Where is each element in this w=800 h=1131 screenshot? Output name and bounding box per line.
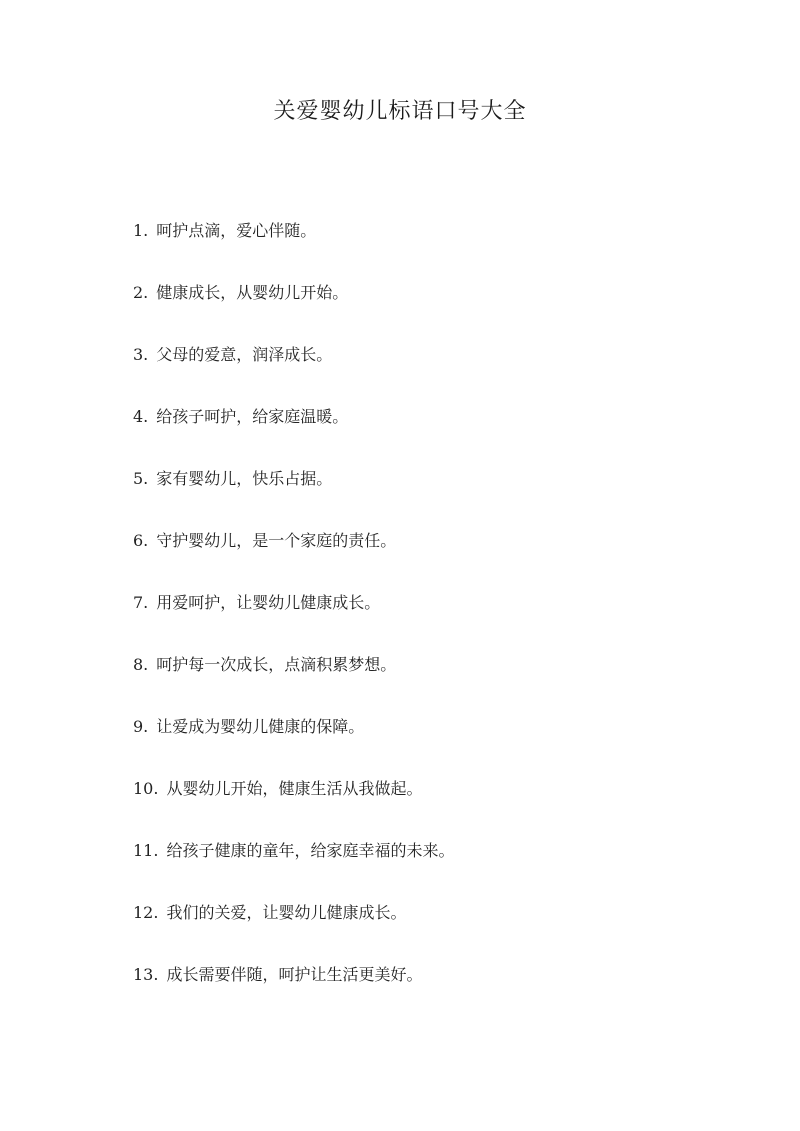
item-text: 给孩子健康的童年，给家庭幸福的未来。 — [166, 841, 455, 860]
item-text: 健康成长，从婴幼儿开始。 — [156, 283, 349, 302]
list-item — [133, 398, 733, 460]
list-item — [133, 274, 733, 336]
list-item — [133, 460, 733, 522]
item-text: 呵护点滴，爱心伴随。 — [156, 221, 317, 240]
item-number: 10. — [133, 779, 159, 798]
item-number: 4. — [133, 407, 149, 426]
list-item — [133, 522, 733, 584]
item-text: 守护婴幼儿，是一个家庭的责任。 — [156, 531, 397, 550]
item-number: 1. — [133, 221, 149, 240]
list-item — [133, 956, 733, 1018]
list-item — [133, 708, 733, 770]
list-item — [133, 646, 733, 708]
slogan-list — [133, 212, 733, 1018]
item-number: 2. — [133, 283, 149, 302]
item-number: 3. — [133, 345, 149, 364]
list-item — [133, 894, 733, 956]
item-text: 给孩子呵护，给家庭温暖。 — [156, 407, 349, 426]
list-item — [133, 212, 733, 274]
item-text: 让爱成为婴幼儿健康的保障。 — [156, 717, 365, 736]
item-number: 5. — [133, 469, 149, 488]
list-item — [133, 584, 733, 646]
item-text: 从婴幼儿开始，健康生活从我做起。 — [166, 779, 423, 798]
item-number: 9. — [133, 717, 149, 736]
item-number: 8. — [133, 655, 149, 674]
list-item — [133, 832, 733, 894]
item-number: 11. — [133, 841, 159, 860]
item-text: 用爱呵护，让婴幼儿健康成长。 — [156, 593, 381, 612]
item-number: 12. — [133, 903, 159, 922]
item-number: 7. — [133, 593, 149, 612]
list-item — [133, 336, 733, 398]
item-number: 6. — [133, 531, 149, 550]
list-item — [133, 770, 733, 832]
item-text: 呵护每一次成长，点滴积累梦想。 — [156, 655, 397, 674]
item-text: 成长需要伴随，呵护让生活更美好。 — [166, 965, 423, 984]
item-text: 家有婴幼儿，快乐占据。 — [156, 469, 333, 488]
item-text: 父母的爱意，润泽成长。 — [156, 345, 333, 364]
item-text: 我们的关爱，让婴幼儿健康成长。 — [166, 903, 407, 922]
item-number: 13. — [133, 965, 159, 984]
document-title: 关爱婴幼儿标语口号大全 — [273, 99, 527, 124]
